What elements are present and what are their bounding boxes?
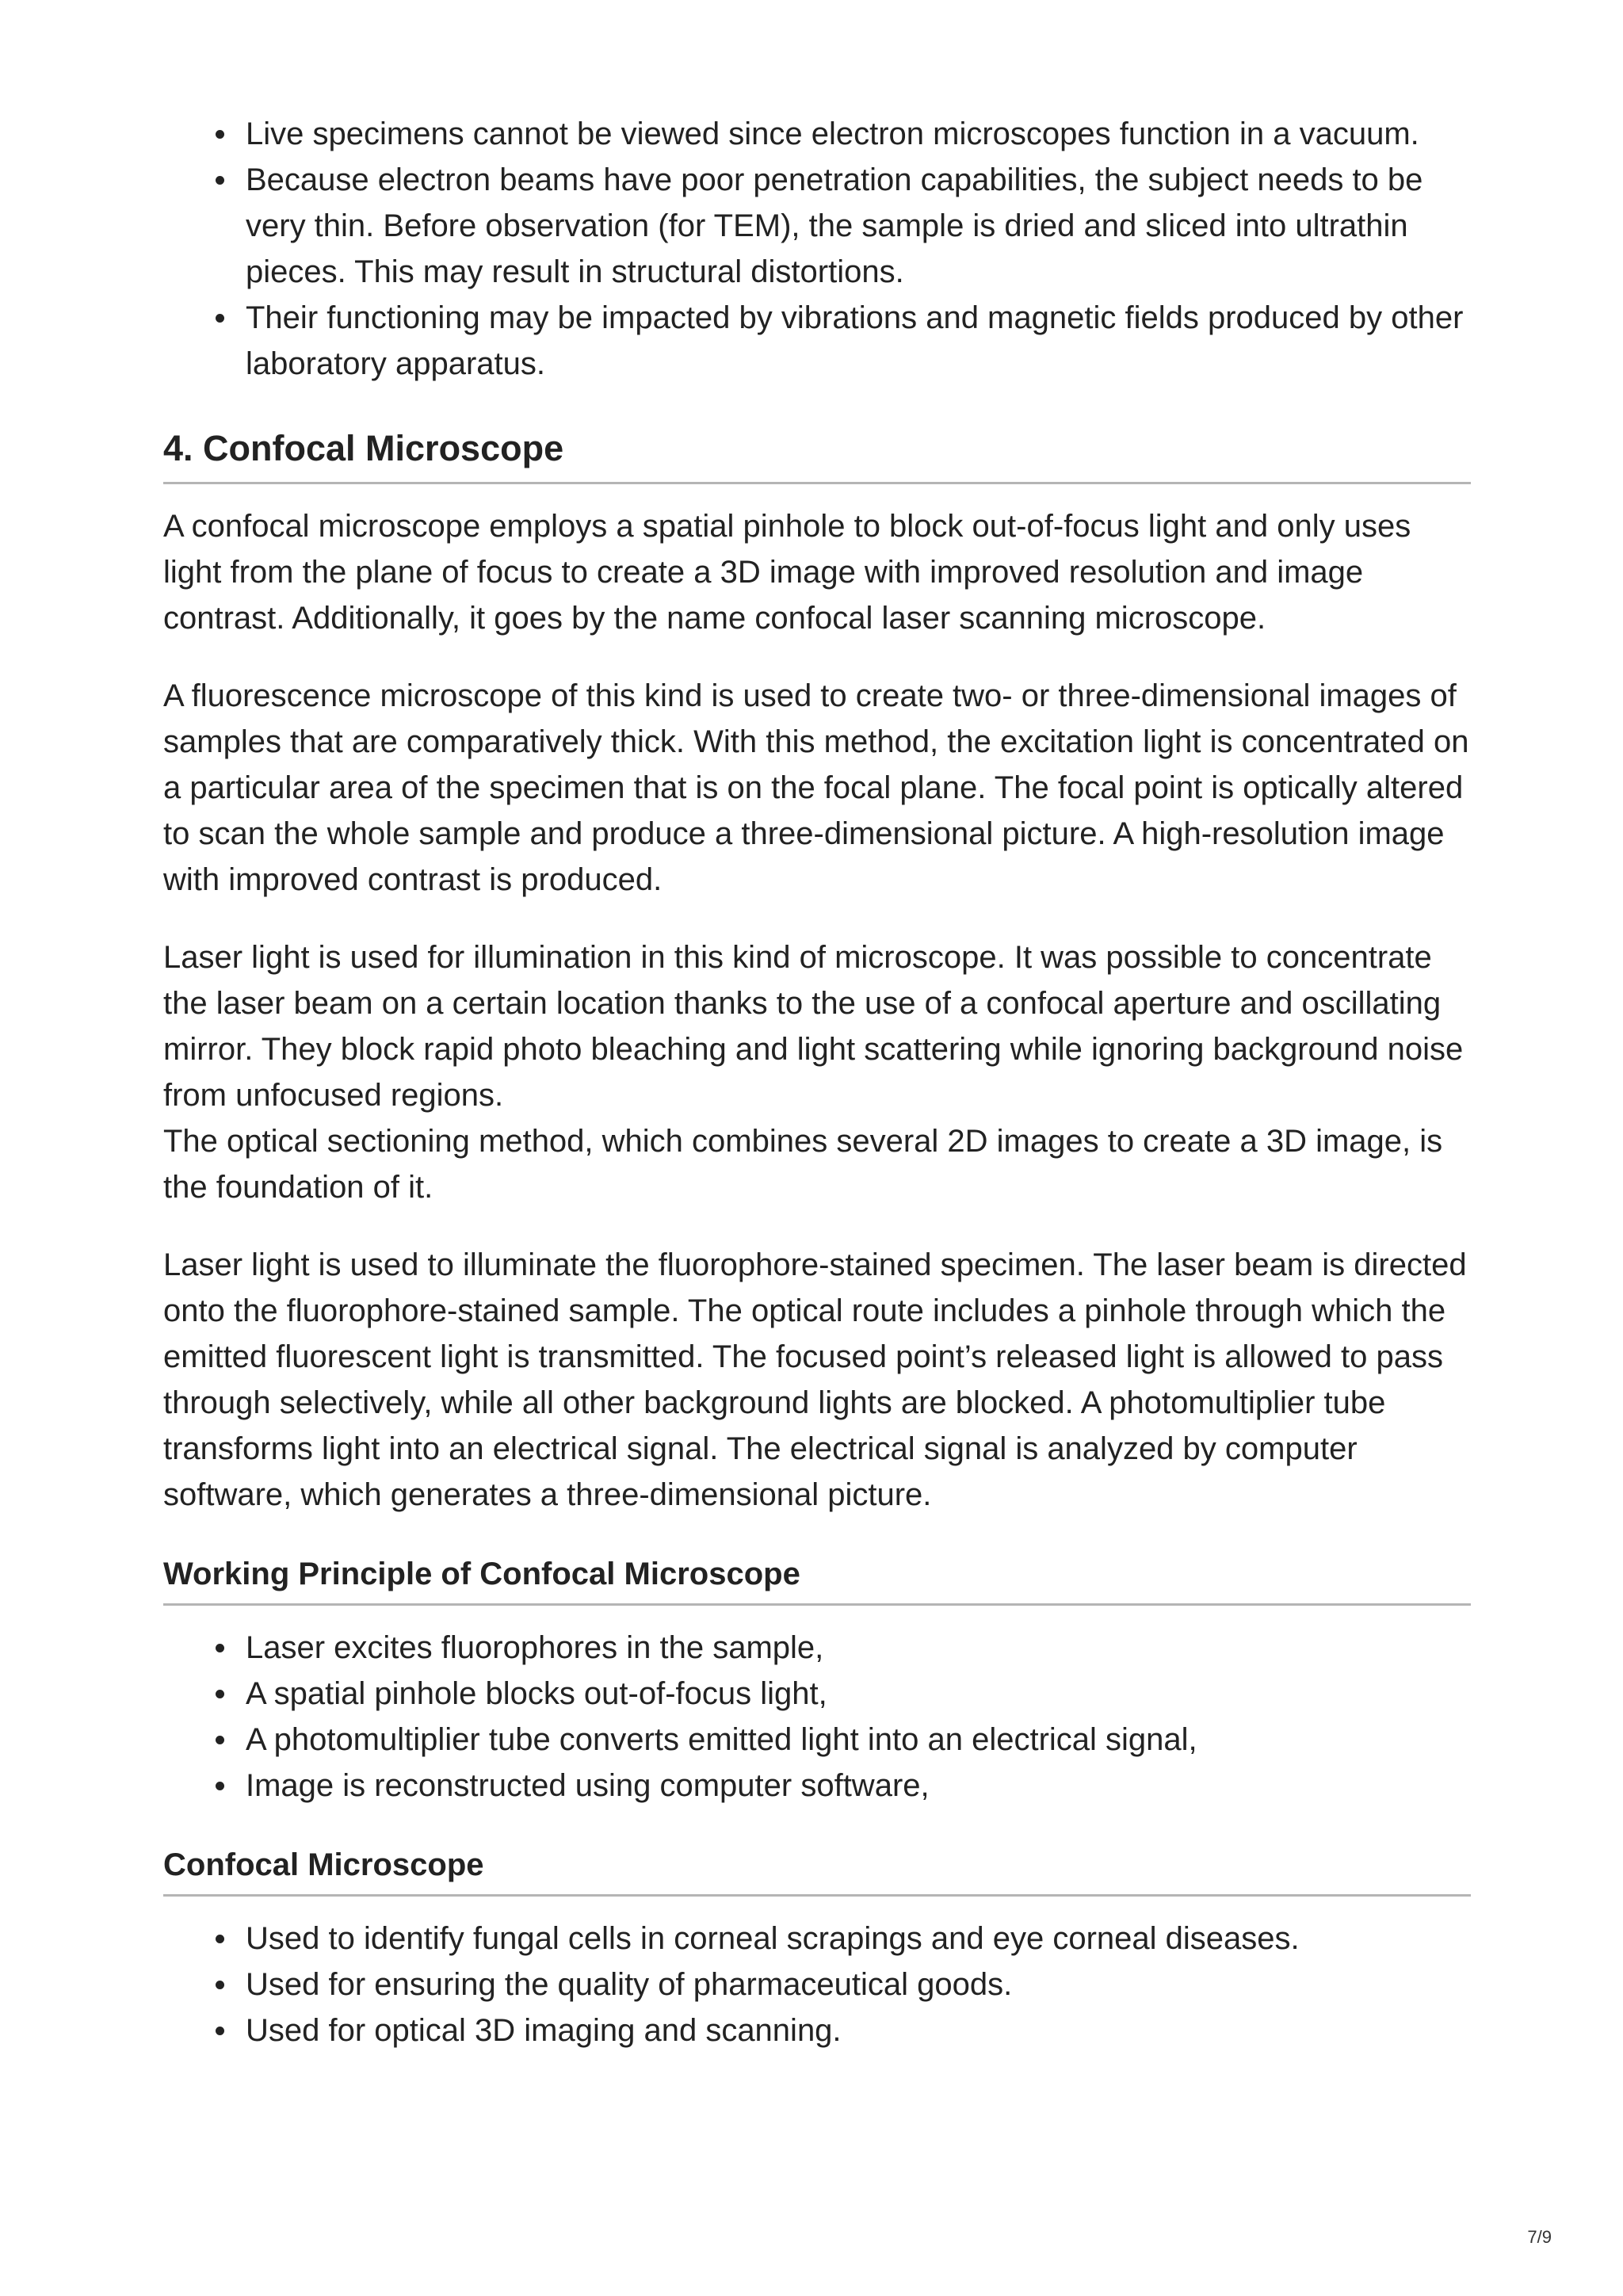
paragraph-line: The optical sectioning method, which combines several 2D images to create a 3D image, is the foundation of it. [163, 1124, 1443, 1205]
page-number: 7/9 [1527, 2227, 1552, 2247]
section-heading: 4. Confocal Microscope [163, 426, 1471, 484]
list-item: A spatial pinhole blocks out-of-focus light, [246, 1671, 1471, 1717]
electron-microscope-limitations-list [163, 111, 1471, 387]
list-item: Used for optical 3D imaging and scanning. [246, 2008, 1471, 2053]
list-item: Their functioning may be impacted by vibrations and magnetic fields produced by other laboratory apparatus. [246, 295, 1471, 387]
list-item: Live specimens cannot be viewed since electron microscopes function in a vacuum. [246, 111, 1471, 157]
paragraph: A fluorescence microscope of this kind is used to create two- or three-dimensional images of samples that are comparatively thick. With this method, the excitation light is concentrated on a particular area of the specimen that is on the focal plane. The focal point is optically altered to scan the whole sample and produce a three-dimensional picture. A high-resolution image with improved contrast is produced. [163, 678, 1469, 897]
working-principle-list [163, 1625, 1471, 1809]
paragraph [163, 934, 1471, 1210]
list-item: Laser excites fluorophores in the sample, [246, 1625, 1471, 1671]
page-content [163, 111, 1471, 2053]
paragraph: A confocal microscope employs a spatial pinhole to block out-of-focus light and only uses light from the plane of focus to create a 3D image with improved resolution and image contrast. Additionally, it goes by the name confocal laser scanning microscope. [163, 509, 1411, 636]
paragraph-line: Laser light is used for illumination in this kind of microscope. It was possible to concentrate the laser beam on a certain location thanks to the use of a confocal aperture and oscillating mirror. They block rapid photo bleaching and light scattering while ignoring background noise from unfocused regions. [163, 940, 1464, 1113]
list-item: Used to identify fungal cells in corneal scrapings and eye corneal diseases. [246, 1916, 1471, 1962]
paragraph: Laser light is used to illuminate the fluorophore-stained specimen. The laser beam is directed onto the fluorophore-stained sample. The optical route includes a pinhole through which the emitted fluorescent light is transmitted. The focused point’s released light is allowed to pass through selectively, while all other background lights are blocked. A photomultiplier tube transforms light into an electrical signal. The electrical signal is analyzed by computer software, which generates a three-dimensional picture. [163, 1247, 1467, 1512]
list-item: Because electron beams have poor penetration capabilities, the subject needs to be very thin. Before observation (for TEM), the sample is dried and sliced into ultrathin pieces. This may result in structural distortions. [246, 157, 1471, 295]
uses-list [163, 1916, 1471, 2053]
list-item: Used for ensuring the quality of pharmaceutical goods. [246, 1962, 1471, 2008]
subsection-heading: Confocal Microscope [163, 1845, 1471, 1897]
subsection-heading: Working Principle of Confocal Microscope [163, 1554, 1471, 1606]
list-item: Image is reconstructed using computer software, [246, 1763, 1471, 1809]
list-item: A photomultiplier tube converts emitted light into an electrical signal, [246, 1717, 1471, 1763]
